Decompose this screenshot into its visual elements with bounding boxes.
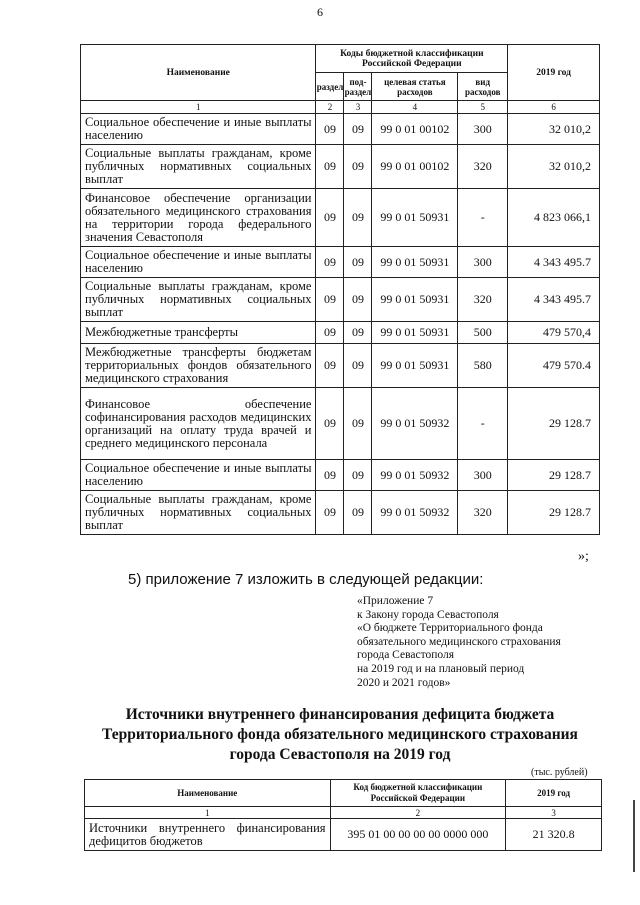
row-name: Социальные выплаты гражданам, кроме публичных нормативных социальных выплат [81,278,316,322]
row-subsection: 09 [344,145,372,189]
appendix-line: к Закону города Севастополя [357,608,499,621]
appendix-header-block [357,595,561,690]
table-row [81,322,600,344]
row-subsection: 09 [344,388,372,460]
row-subsection: 09 [344,460,372,491]
row-section: 09 [316,344,344,388]
document-title [60,705,620,765]
appendix-line: города Севастополя [357,649,454,662]
row-type: - [458,189,508,247]
budget-table-body [81,114,600,535]
row-name: Источники внутреннего финансирования дефицитов бюджетов [85,819,331,851]
column-index: 2 [316,101,344,114]
column-index: 5 [458,101,508,114]
row-amount: 21 320.8 [506,819,602,851]
row-section: 09 [316,278,344,322]
row-name: Межбюджетные трансферты бюджетам территориальных фондов обязательного медицинского страхования [81,344,316,388]
column-index: 6 [508,101,600,114]
table-row [81,491,600,535]
table-row [81,388,600,460]
row-section: 09 [316,322,344,344]
row-amount: 4 823 066,1 [508,189,600,247]
row-type: 320 [458,145,508,189]
row-target: 99 0 01 50931 [372,278,458,322]
page-edge-mark [633,800,635,872]
closing-quote: »; [578,549,589,564]
row-type: 500 [458,322,508,344]
row-section: 09 [316,247,344,278]
row-target: 99 0 01 50931 [372,189,458,247]
column-index-row [85,807,602,819]
column-index: 3 [506,807,602,819]
row-name: Социальные выплаты гражданам, кроме публичных нормативных социальных выплат [81,145,316,189]
row-section: 09 [316,114,344,145]
table-row [81,344,600,388]
row-target: 99 0 01 00102 [372,114,458,145]
budget-allocation-table [80,44,600,535]
row-amount: 29 128.7 [508,460,600,491]
header-subsection: под-раздел [344,73,372,101]
row-target: 99 0 01 00102 [372,145,458,189]
appendix-line: «О бюджете Территориального фонда [357,622,543,635]
title-line: Территориального фонда обязательного медицинского страхования [102,726,578,743]
row-subsection: 09 [344,491,372,535]
page-number: 6 [317,5,323,19]
row-amount: 29 128.7 [508,388,600,460]
row-type: 320 [458,491,508,535]
table-row [85,819,602,851]
row-type: 320 [458,278,508,322]
row-name: Социальное обеспечение и иные выплаты населению [81,460,316,491]
appendix-line: 2020 и 2021 годов» [357,676,451,689]
units-label: (тыс. рублей) [531,767,588,778]
title-line: города Севастополя на 2019 год [229,746,451,763]
row-amount: 4 343 495.7 [508,278,600,322]
row-type: 300 [458,247,508,278]
column-index: 4 [372,101,458,114]
row-section: 09 [316,388,344,460]
row-subsection: 09 [344,344,372,388]
row-type: 300 [458,114,508,145]
row-type: 300 [458,460,508,491]
row-name: Социальные выплаты гражданам, кроме публичных нормативных социальных выплат [81,491,316,535]
header-year: 2019 год [508,45,600,101]
column-index: 2 [330,807,506,819]
table-row [81,145,600,189]
header-name: Наименование [85,780,331,807]
amendment-point-5: 5) приложение 7 изложить в следующей редакции: [128,571,484,588]
row-target: 99 0 01 50931 [372,247,458,278]
row-target: 99 0 01 50931 [372,322,458,344]
table-row [81,278,600,322]
row-subsection: 09 [344,322,372,344]
row-name: Финансовое обеспечение организации обязательного медицинского страхования на территории города федерального значения Севастополя [81,189,316,247]
row-target: 99 0 01 50931 [372,344,458,388]
row-amount: 479 570.4 [508,344,600,388]
row-amount: 479 570,4 [508,322,600,344]
row-section: 09 [316,189,344,247]
column-index: 1 [85,807,331,819]
row-subsection: 09 [344,278,372,322]
header-codes-group: Коды бюджетной классификации Российской Федерации [316,45,508,73]
row-section: 09 [316,460,344,491]
table-row [81,460,600,491]
deficit-sources-table [84,779,602,851]
row-amount: 29 128.7 [508,491,600,535]
appendix-line: «Приложение 7 [357,595,434,607]
row-target: 99 0 01 50932 [372,388,458,460]
row-target: 99 0 01 50932 [372,491,458,535]
header-name: Наименование [81,45,316,101]
header-target: целевая статья расходов [372,73,458,101]
appendix-line: на 2019 год и на плановый период [357,662,525,675]
row-amount: 4 343 495.7 [508,247,600,278]
row-section: 09 [316,145,344,189]
appendix-line: обязательного медицинского страхования [357,635,561,648]
row-amount: 32 010,2 [508,145,600,189]
row-type: - [458,388,508,460]
table-row [81,114,600,145]
row-subsection: 09 [344,189,372,247]
table-row [81,189,600,247]
row-code: 395 01 00 00 00 00 0000 000 [330,819,506,851]
row-name: Социальное обеспечение и иные выплаты населению [81,114,316,145]
row-type: 580 [458,344,508,388]
table-row [81,247,600,278]
column-index-row [81,101,600,114]
column-index: 3 [344,101,372,114]
row-subsection: 09 [344,247,372,278]
header-section: раздел [316,73,344,101]
row-name: Социальное обеспечение и иные выплаты населению [81,247,316,278]
title-line: Источники внутреннего финансирования дефицита бюджета [125,706,555,723]
column-index: 1 [81,101,316,114]
row-target: 99 0 01 50932 [372,460,458,491]
header-type: вид расходов [458,73,508,101]
header-code: Код бюджетной классификации Российской Федерации [330,780,506,807]
row-section: 09 [316,491,344,535]
header-year: 2019 год [506,780,602,807]
row-subsection: 09 [344,114,372,145]
row-name: Финансовое обеспечение софинансирования расходов медицинских организаций на оплату труда врачей и среднего медицинского персонала [81,388,316,460]
row-amount: 32 010,2 [508,114,600,145]
row-name: Межбюджетные трансферты [81,322,316,344]
